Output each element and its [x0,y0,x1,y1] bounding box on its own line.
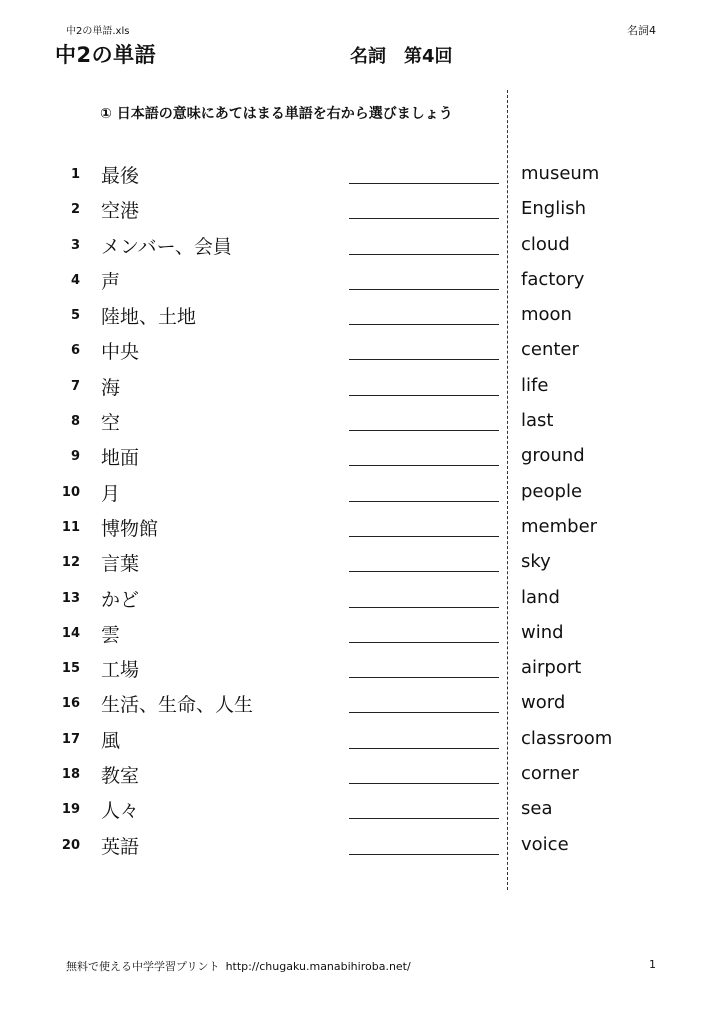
question-number: 14 [61,625,80,641]
english-choice: moon [521,304,572,326]
question-row-7 [0,369,724,404]
question-number: 19 [61,802,80,818]
english-choice: center [521,339,579,361]
question-row-1 [0,157,724,192]
question-row-3 [0,228,724,263]
japanese-meaning: 空港 [101,200,140,223]
page-number: 1 [649,958,656,971]
japanese-meaning: 英語 [101,835,140,858]
japanese-meaning: 海 [101,376,121,399]
footer-site-name: 無料で使える中学学習プリント [66,960,220,973]
answer-blank-9[interactable] [349,465,499,466]
question-number: 3 [70,237,80,253]
question-list [0,157,724,863]
footer [66,958,411,974]
question-row-6 [0,333,724,368]
english-choice: classroom [521,727,613,749]
question-row-5 [0,298,724,333]
question-row-8 [0,404,724,439]
english-choice: cloud [521,233,570,255]
english-choice: last [521,410,554,432]
question-number: 1 [70,167,80,182]
question-row-20 [0,828,724,863]
japanese-meaning: 月 [101,482,121,505]
answer-blank-7[interactable] [349,395,499,396]
question-row-14 [0,616,724,651]
question-row-2 [0,192,724,227]
answer-blank-5[interactable] [349,324,499,325]
page-code: 名詞4 [627,24,656,37]
answer-blank-15[interactable] [349,677,499,678]
japanese-meaning: 人々 [101,800,140,823]
question-number: 6 [70,343,80,359]
answer-blank-10[interactable] [349,501,499,502]
question-row-15 [0,651,724,686]
english-choice: life [521,374,549,396]
question-number: 11 [61,519,80,535]
japanese-meaning: 空 [101,412,121,435]
question-row-10 [0,475,724,510]
question-number: 18 [61,767,80,783]
answer-blank-14[interactable] [349,642,499,643]
english-choice: voice [521,833,569,855]
english-choice: word [521,692,566,714]
answer-blank-17[interactable] [349,748,499,749]
question-number: 16 [61,696,80,712]
japanese-meaning: 雲 [101,623,121,646]
english-choice: ground [521,445,585,467]
answer-blank-3[interactable] [349,254,499,255]
question-number: 20 [61,837,80,853]
english-choice: sky [521,551,551,573]
english-choice: land [521,586,560,608]
file-name: 中2の単語.xls [66,26,130,37]
japanese-meaning: 陸地、土地 [101,306,197,329]
answer-blank-11[interactable] [349,536,499,537]
japanese-meaning: 最後 [101,165,140,187]
english-choice: sea [521,798,553,820]
japanese-meaning: 地面 [101,447,140,470]
japanese-meaning: 言葉 [101,553,140,576]
japanese-meaning: 風 [101,729,121,752]
question-number: 8 [70,414,80,430]
question-row-16 [0,686,724,721]
question-number: 12 [61,555,80,571]
japanese-meaning: 工場 [101,659,140,682]
question-number: 4 [70,272,80,288]
answer-blank-8[interactable] [349,430,499,431]
answer-blank-18[interactable] [349,783,499,784]
worksheet-title: 中2の単語 [55,43,157,67]
question-number: 9 [70,449,80,465]
question-number: 17 [61,731,80,747]
japanese-meaning: 声 [101,270,121,293]
footer-url[interactable]: http://chugaku.manabihiroba.net/ [225,960,411,973]
english-choice: museum [521,163,600,184]
answer-blank-1[interactable] [349,183,499,184]
question-number: 13 [61,590,80,606]
japanese-meaning: 博物館 [101,517,159,540]
question-number: 15 [61,661,80,677]
question-row-4 [0,263,724,298]
question-row-17 [0,722,724,757]
instruction-text: ① 日本語の意味にあてはまる単語を右から選びましょう [100,106,453,122]
answer-blank-2[interactable] [349,218,499,219]
question-row-18 [0,757,724,792]
question-row-13 [0,581,724,616]
english-choice: member [521,515,598,537]
question-row-11 [0,510,724,545]
question-number: 7 [70,378,80,394]
english-choice: English [521,198,586,220]
japanese-meaning: 中央 [101,341,140,364]
answer-blank-13[interactable] [349,607,499,608]
question-row-19 [0,792,724,827]
answer-blank-16[interactable] [349,712,499,713]
english-choice: wind [521,621,564,643]
japanese-meaning: 生活、生命、人生 [101,694,254,717]
question-row-12 [0,545,724,580]
japanese-meaning: かど [101,588,140,611]
worksheet-subtitle: 名詞 第4回 [350,46,453,67]
question-number: 2 [70,202,80,218]
english-choice: airport [521,657,582,679]
question-number: 5 [70,308,80,324]
answer-blank-6[interactable] [349,359,499,360]
japanese-meaning: 教室 [101,765,140,788]
answer-blank-4[interactable] [349,289,499,290]
answer-blank-20[interactable] [349,854,499,855]
answer-blank-19[interactable] [349,818,499,819]
question-row-9 [0,439,724,474]
english-choice: factory [521,268,585,290]
answer-blank-12[interactable] [349,571,499,572]
japanese-meaning: メンバー、会員 [101,235,232,258]
question-number: 10 [61,484,80,500]
english-choice: people [521,480,583,502]
english-choice: corner [521,763,579,785]
